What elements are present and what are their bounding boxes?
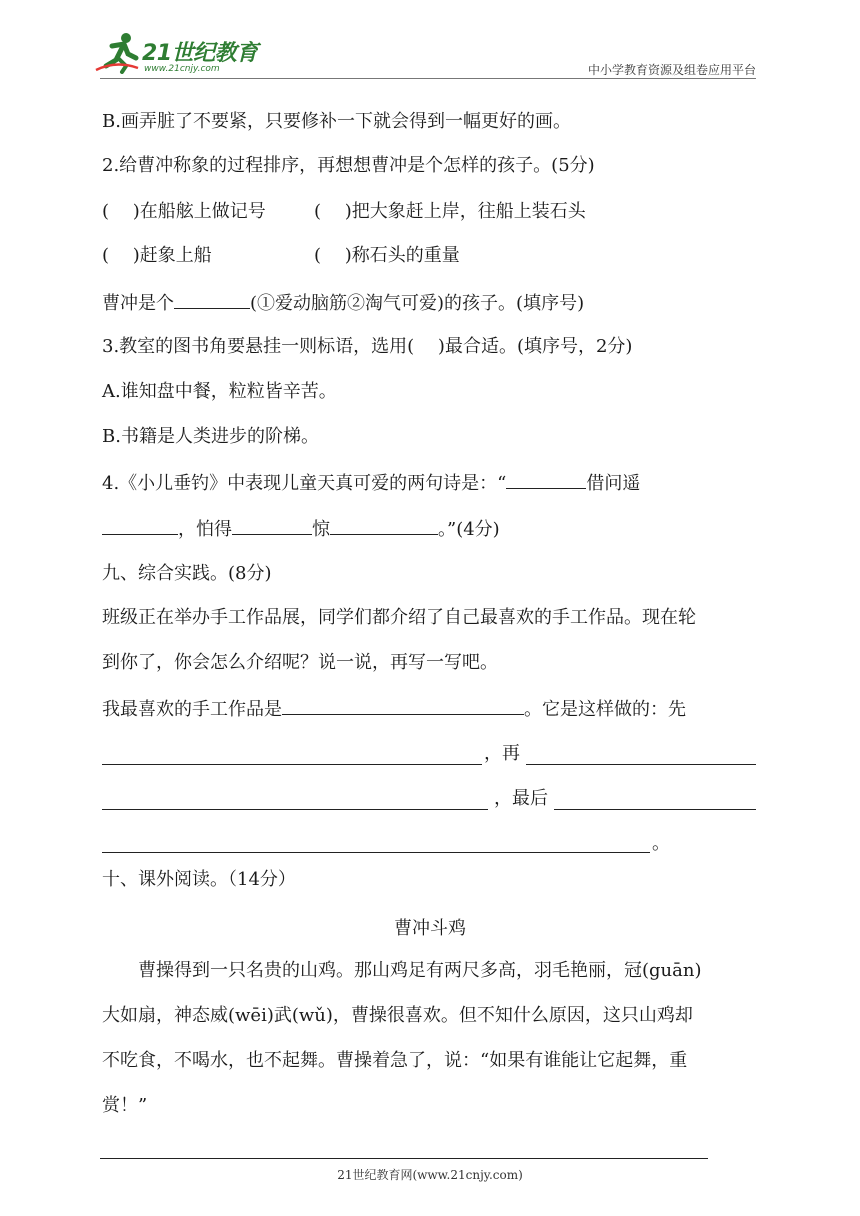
q4-line-2: [102, 516, 500, 542]
page-footer: 21世纪教育网(www.21cnjy.com): [337, 1168, 523, 1182]
story-line-3: 不吃食，不喝水，也不起舞。曹操着急了，说：“如果有谁能让它起舞，重: [102, 1050, 688, 1071]
option-b-line: B.画弄脏了不要紧，只要修补一下就会得到一幅更好的画。: [102, 111, 571, 132]
story-line-2: 大如扇，神态威(wēi)武(wǔ)，曹操很喜欢。但不知什么原因，这只山鸡却: [102, 1005, 693, 1026]
q2-answer-prefix: 曹冲是个: [102, 293, 174, 314]
q2-item-a: ( )在船舷上做记号: [102, 201, 266, 222]
q2-answer-line: [102, 290, 584, 316]
then-text: ，再: [484, 743, 520, 764]
platform-label: 中小学教育资源及组卷应用平台: [587, 63, 756, 77]
writing-line[interactable]: [554, 809, 756, 810]
footer-divider: [100, 1158, 708, 1159]
runner-logo-icon: [92, 30, 142, 74]
answer-blank[interactable]: [174, 290, 250, 309]
section-9-para-1: 班级正在举办手工作品展，同学们都介绍了自己最喜欢的手工作品。现在轮: [102, 607, 696, 628]
prompt-suffix: 。它是这样做的：先: [524, 699, 686, 720]
q2-item-c: ( )赶象上船: [102, 245, 212, 266]
question-4: [102, 470, 760, 496]
q4-text-c: 。”(4分): [438, 519, 500, 540]
page-header: [0, 0, 860, 80]
question-3: 3.教室的图书角要悬挂一则标语，选用( )最合适。(填序号，2分): [102, 336, 633, 357]
question-2: 2.给曹冲称象的过程排序，再想想曹冲是个怎样的孩子。(5分): [102, 155, 595, 176]
q2-answer-suffix: (①爱动脑筋②淘气可爱)的孩子。(填序号): [250, 293, 585, 314]
answer-blank[interactable]: [330, 516, 438, 535]
section-10-heading: 十、课外阅读。（14分）: [102, 869, 296, 890]
q4-prefix: 4.《小儿垂钓》中表现儿童天真可爱的两句诗是：“: [102, 473, 507, 494]
answer-blank[interactable]: [282, 696, 524, 715]
answer-blank[interactable]: [506, 470, 586, 489]
site-logo: [92, 30, 262, 80]
q3-option-a: A.谁知盘中餐，粒粒皆辛苦。: [102, 381, 337, 402]
q2-item-b: ( )把大象赶上岸，往船上装石头: [314, 201, 586, 222]
header-divider: [100, 78, 756, 79]
story-line-1: 曹操得到一只名贵的山鸡。那山鸡足有两尺多高，羽毛艳丽，冠(guān): [138, 960, 702, 981]
q4-text-a: ，怕得: [178, 519, 232, 540]
q2-item-d: ( )称石头的重量: [314, 245, 460, 266]
writing-line[interactable]: [102, 852, 650, 853]
writing-line[interactable]: [102, 809, 488, 810]
writing-line[interactable]: [526, 764, 756, 765]
end-period: 。: [652, 833, 670, 854]
story-title: 曹冲斗鸡: [394, 918, 466, 939]
q4-text-b: 惊: [312, 519, 330, 540]
answer-blank[interactable]: [232, 516, 312, 535]
section-9-prompt: [102, 696, 686, 722]
story-line-4: 赏！”: [102, 1095, 148, 1116]
q4-mid: 借问遥: [586, 473, 641, 494]
prompt-prefix: 我最喜欢的手工作品是: [102, 699, 282, 720]
logo-url: www.21cnjy.com: [144, 64, 220, 74]
q3-option-b: B.书籍是人类进步的阶梯。: [102, 426, 319, 447]
finally-text: ，最后: [494, 788, 548, 809]
section-9-para-2: 到你了，你会怎么介绍呢？说一说，再写一写吧。: [102, 652, 498, 673]
logo-text: 21世纪教育: [142, 41, 258, 66]
section-9-heading: 九、综合实践。(8分): [102, 563, 272, 584]
answer-blank[interactable]: [102, 516, 178, 535]
writing-line[interactable]: [102, 764, 482, 765]
